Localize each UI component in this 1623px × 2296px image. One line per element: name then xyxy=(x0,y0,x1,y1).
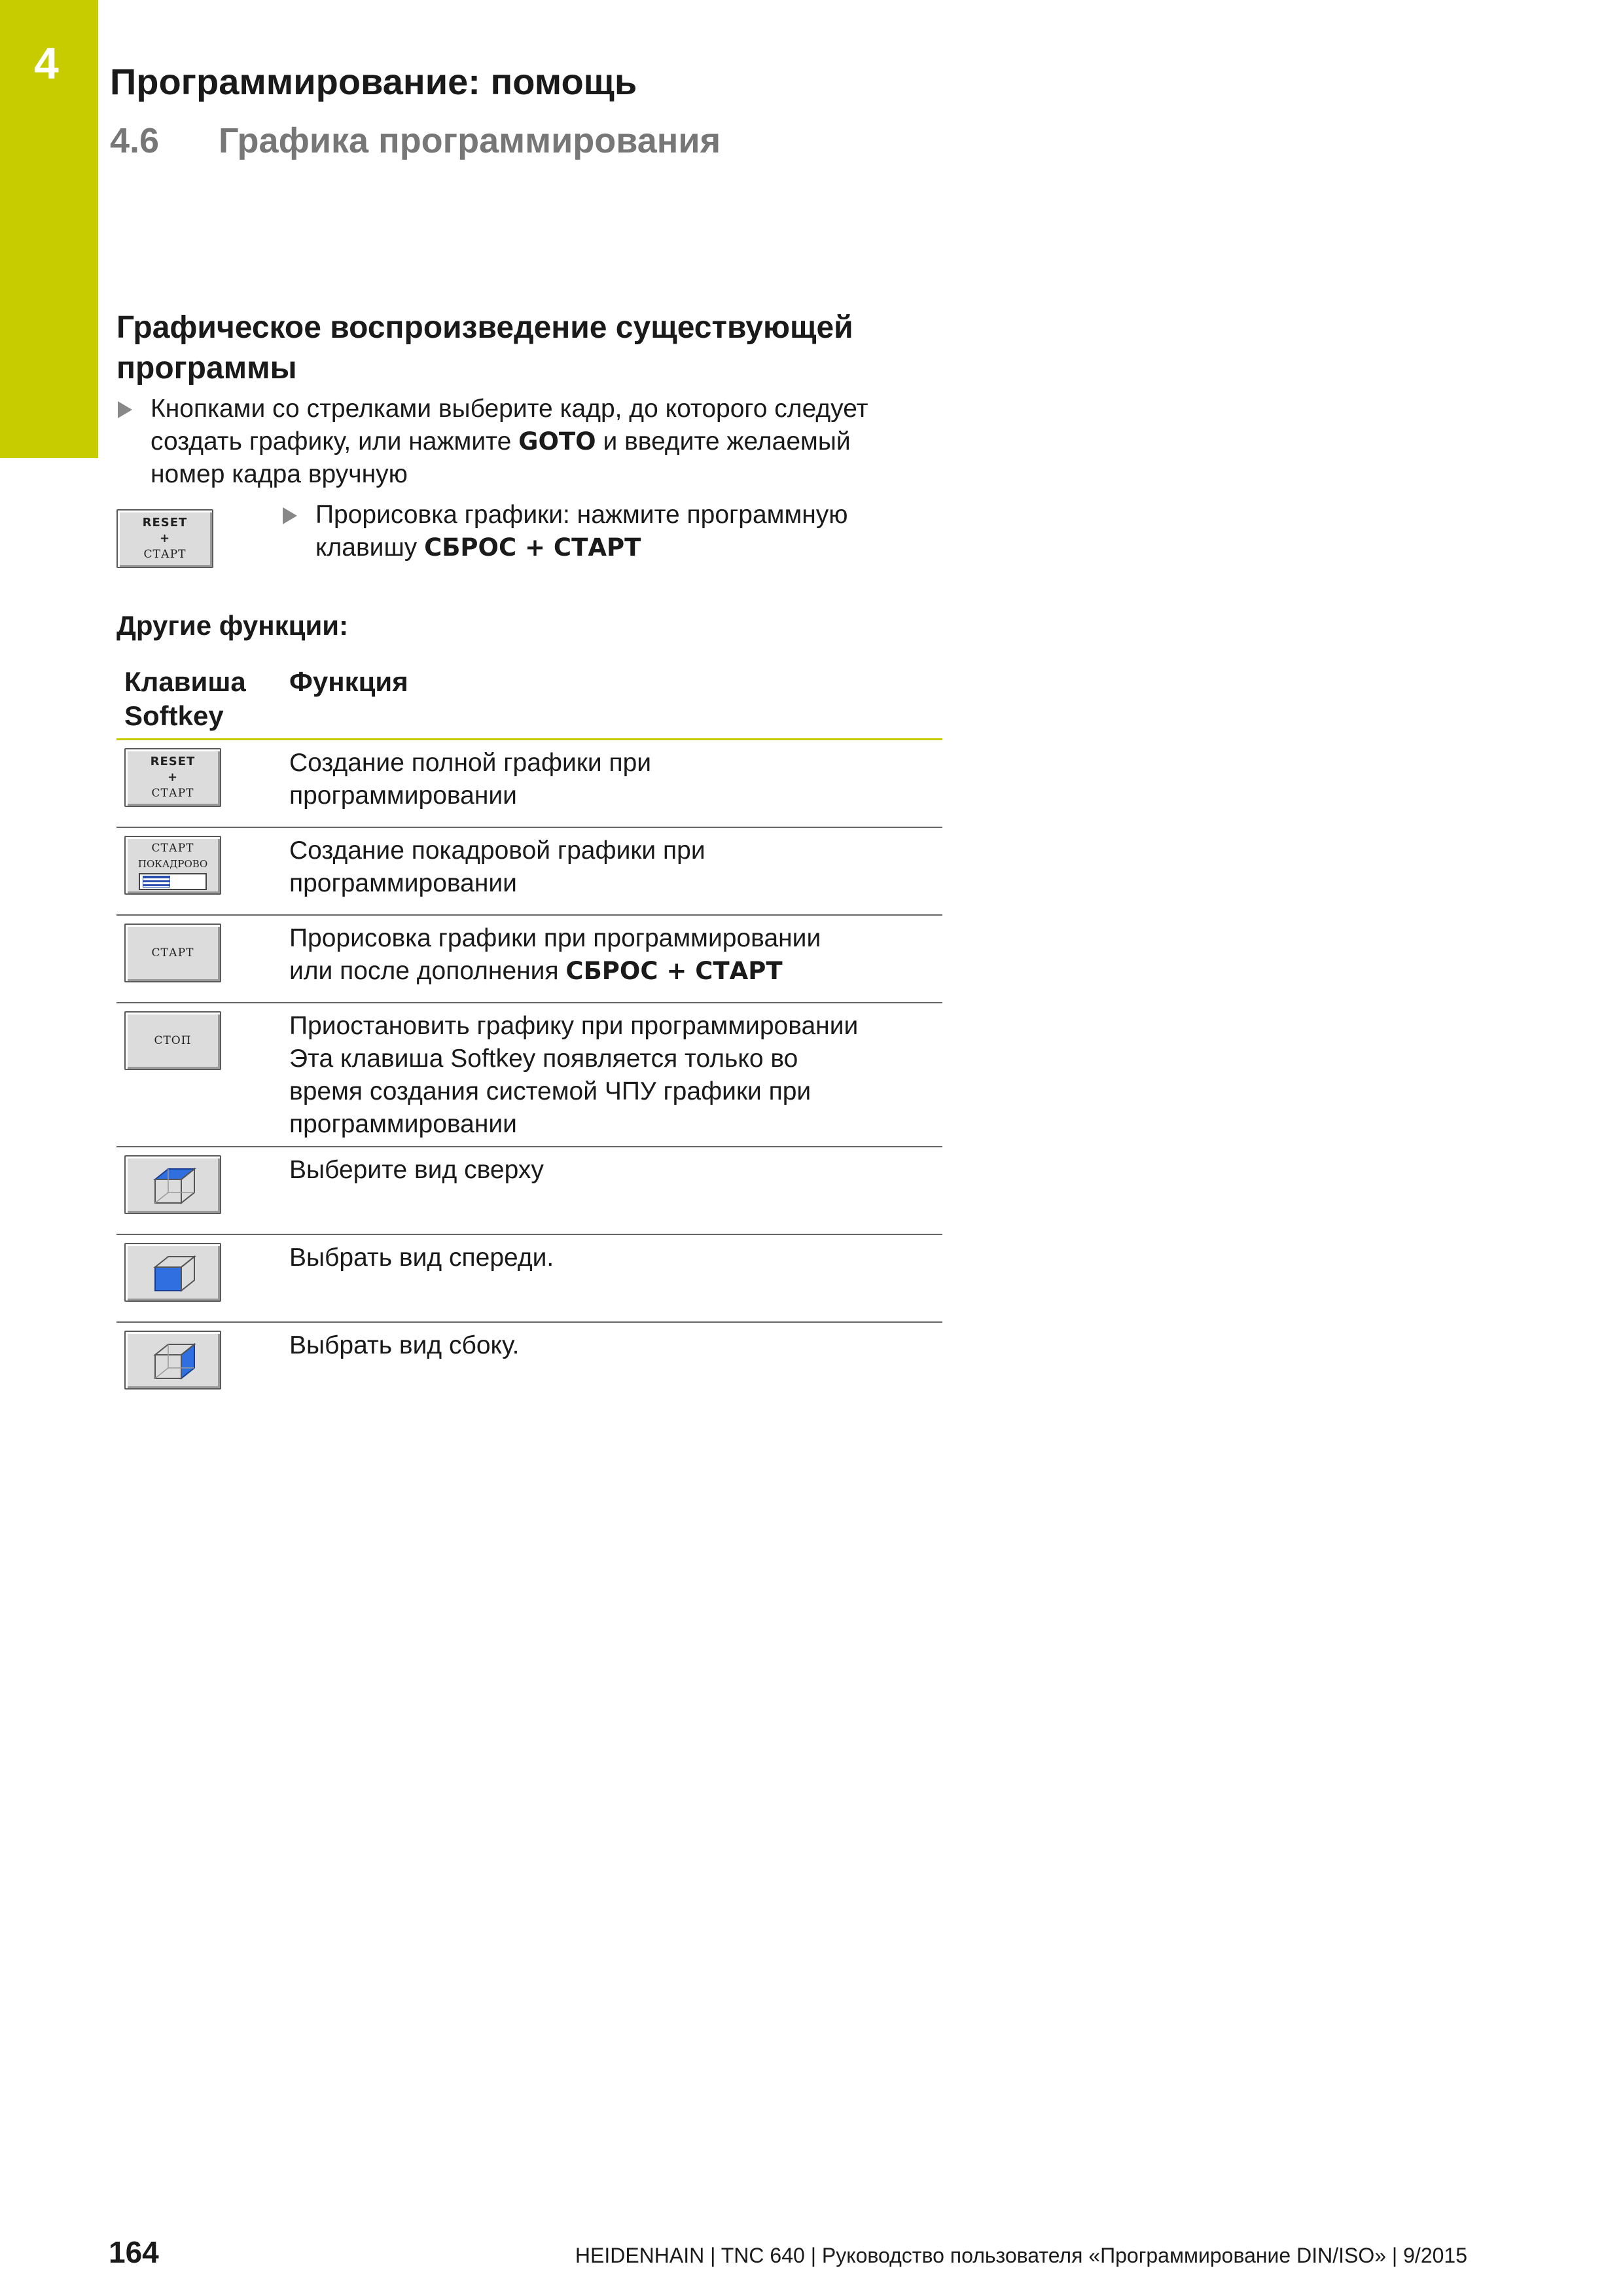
other-functions-heading: Другие функции: xyxy=(116,610,349,641)
softkey-label: СТАРТ xyxy=(151,842,194,855)
cube-front-view-icon xyxy=(138,1247,207,1297)
bullet-text xyxy=(315,499,848,564)
subheading-line: Графическое воспроизведение существующей xyxy=(116,310,853,345)
table-header xyxy=(116,656,942,740)
stop-softkey[interactable] xyxy=(124,1011,221,1070)
table-row xyxy=(116,916,942,1003)
text-span: и введите желаемый xyxy=(596,427,851,456)
function-description xyxy=(289,747,937,812)
cube-top-view-icon xyxy=(138,1160,207,1210)
table-row xyxy=(116,1323,942,1409)
header-label: Softkey xyxy=(124,700,224,731)
description-line: Выбрать вид сбоку. xyxy=(289,1331,520,1359)
softkey-function-table xyxy=(116,656,942,1409)
text-span: или после дополнения xyxy=(289,957,566,985)
function-description xyxy=(289,1154,937,1187)
softkey-label: СТАРТ xyxy=(151,946,194,960)
softkey-label: СТОП xyxy=(154,1034,192,1047)
reset-start-softkey[interactable] xyxy=(116,509,213,568)
section-title: Графика программирования xyxy=(219,121,721,160)
instruction-bullet xyxy=(118,393,969,491)
bullet-line xyxy=(315,531,848,564)
description-line: Создание покадровой графики при xyxy=(289,836,705,865)
instruction-bullet xyxy=(283,499,970,564)
bullet-text xyxy=(151,393,868,491)
table-row xyxy=(116,828,942,916)
key-name: GOTO xyxy=(518,427,596,456)
subheading xyxy=(116,308,967,389)
function-description xyxy=(289,1242,937,1274)
description-line: Эта клавиша Softkey появляется только во xyxy=(289,1045,798,1073)
triangle-bullet-icon xyxy=(118,401,132,418)
description-line: Выберите вид сверху xyxy=(289,1156,544,1184)
chapter-number: 4 xyxy=(34,39,59,88)
header-key xyxy=(124,665,268,733)
header-function: Функция xyxy=(289,666,408,697)
description-line: Создание полной графики при xyxy=(289,749,652,777)
softkey-label: СТАРТ xyxy=(151,787,194,800)
description-line: Приостановить графику при программировании xyxy=(289,1012,859,1040)
function-description xyxy=(289,922,937,988)
description-line: программировании xyxy=(289,781,517,810)
bullet-line: номер кадра вручную xyxy=(151,460,408,488)
table-row xyxy=(116,1003,942,1147)
table-row xyxy=(116,740,942,828)
chapter-title: Программирование: помощь xyxy=(110,61,637,102)
description-line: программировании xyxy=(289,869,517,897)
key-name: СБРОС + СТАРТ xyxy=(424,533,641,562)
text-span: клавишу xyxy=(315,533,425,562)
description-line: время создания системой ЧПУ графики при xyxy=(289,1077,812,1105)
side-view-softkey[interactable] xyxy=(124,1331,221,1390)
footer-text: HEIDENHAIN | TNC 640 | Руководство пользователя «Программирование DIN/ISO» | 9/2015 xyxy=(575,2244,1467,2267)
subheading-line: программы xyxy=(116,351,297,386)
description-line: Выбрать вид спереди. xyxy=(289,1244,554,1272)
section-number: 4.6 xyxy=(110,121,160,160)
bullet-line: Кнопками со стрелками выберите кадр, до которого следует xyxy=(151,395,868,423)
key-name: СБРОС + СТАРТ xyxy=(565,957,783,985)
table-row xyxy=(116,1147,942,1235)
triangle-bullet-icon xyxy=(283,507,297,524)
softkey-label: ПОКАДРОВО xyxy=(137,858,208,870)
function-description xyxy=(289,1010,937,1141)
softkey-label: + xyxy=(159,531,171,545)
function-description xyxy=(289,1329,937,1362)
description-line: программировании xyxy=(289,1110,517,1138)
start-softkey[interactable] xyxy=(124,924,221,982)
cube-side-view-icon xyxy=(138,1335,207,1385)
page-number: 164 xyxy=(109,2235,159,2269)
start-blockwise-softkey[interactable] xyxy=(124,836,221,895)
text-span: создать графику, или нажмите xyxy=(151,427,519,456)
reset-start-softkey[interactable] xyxy=(124,748,221,807)
header-label: Клавиша xyxy=(124,666,246,697)
chapter-sidebar-tab xyxy=(0,0,98,458)
table-row xyxy=(116,1235,942,1323)
top-view-softkey[interactable] xyxy=(124,1155,221,1214)
softkey-label: СТАРТ xyxy=(143,548,187,561)
softkey-label: + xyxy=(167,770,179,784)
softkey-label: RESET xyxy=(150,755,196,768)
function-description xyxy=(289,834,937,900)
front-view-softkey[interactable] xyxy=(124,1243,221,1302)
list-window-icon xyxy=(139,873,207,890)
bullet-line xyxy=(151,425,868,458)
description-line xyxy=(289,955,937,988)
description-line: Прорисовка графики при программировании xyxy=(289,924,821,952)
list-lines-icon xyxy=(143,876,170,888)
softkey-label: RESET xyxy=(142,516,188,529)
bullet-line: Прорисовка графики: нажмите программную xyxy=(315,501,848,529)
